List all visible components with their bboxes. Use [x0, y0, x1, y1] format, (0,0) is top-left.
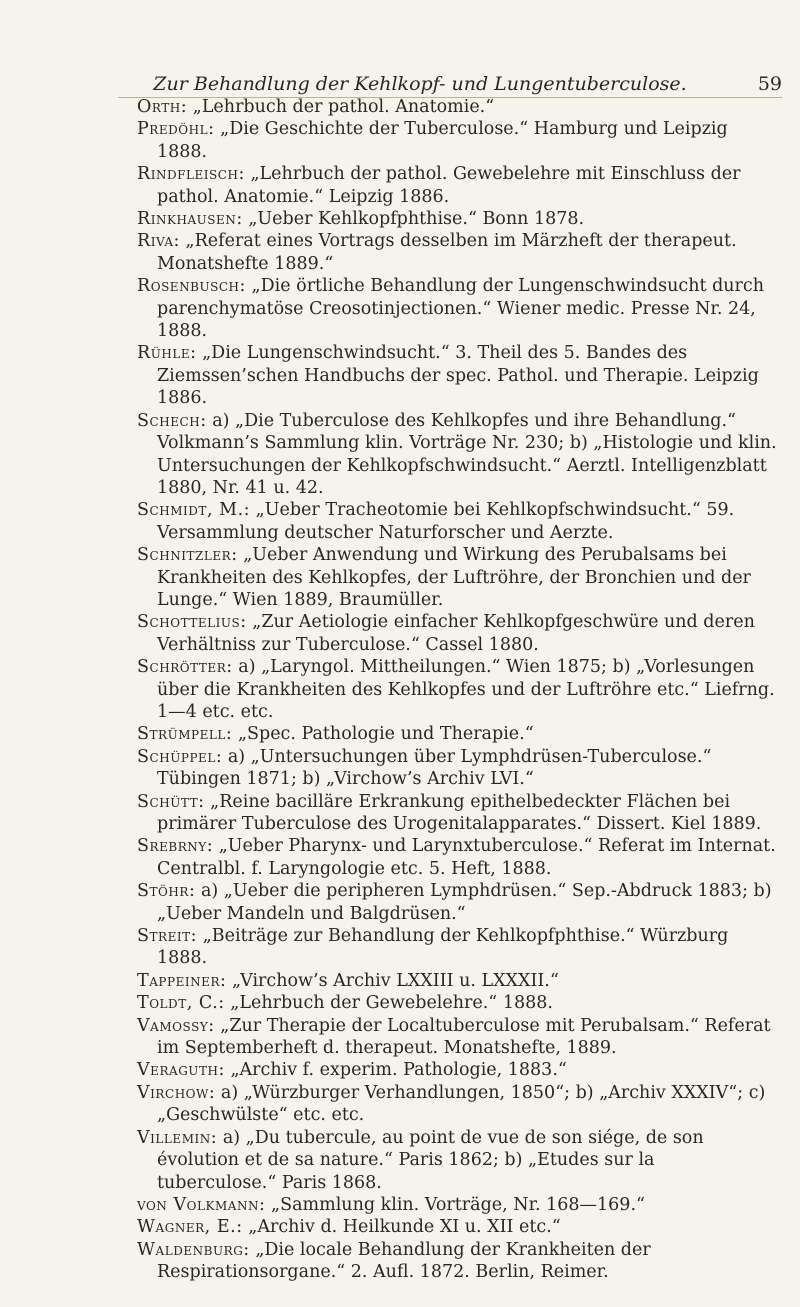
entry-author: Schottelius: [137, 612, 247, 633]
page-header [118, 73, 782, 98]
entry-text: „Zur Aetiologie einfacher Kehlkopfgeschwüre und deren Verhältniss zur Tuberculose.“ Cassel 1880. [157, 612, 755, 655]
entry-text: „Referat eines Vortrags desselben im Märzheft der therapeut. Monatshefte 1889.“ [157, 231, 737, 274]
bibliography-entry [137, 96, 778, 118]
entry-author: Orth: [137, 97, 188, 117]
entry-text: a) „Untersuchungen über Lymphdrüsen-Tuberculose.“ Tübingen 1871; b) „Virchow’s Archiv LVI.“ [157, 746, 712, 790]
entry-author: Streit: [137, 926, 198, 947]
entry-text: „Archiv d. Heilkunde XI u. XII etc.“ [248, 1217, 561, 1238]
entry-text: „Beiträge zur Behandlung der Kehlkopfphthise.“ Würzburg 1888. [157, 926, 729, 969]
entry-text: a) „Ueber die peripheren Lymphdrüsen.“ Sep.-Abdruck 1883; b) „Ueber Mandeln und Balgdrüsen.“ [157, 881, 772, 924]
bibliography-entry [137, 118, 778, 163]
entry-text: „Zur Therapie der Localtuberculose mit Perubalsam.“ Referat im Septemberheft d. therapeut. Monatshefte, 1889. [157, 1015, 771, 1059]
bibliography-entry [137, 544, 778, 611]
entry-text: „Reine bacilläre Erkrankung epithelbedeckter Flächen bei primärer Tuberculose des Urogenitalapparates.“ Dissert. Kiel 1889. [157, 791, 762, 834]
entry-author: Rühle: [137, 343, 197, 364]
bibliography-entry [137, 1216, 778, 1238]
entry-author: Tappeiner: [137, 970, 227, 991]
entry-author: Toldt, C.: [137, 993, 225, 1014]
entry-text: a) „Würzburger Verhandlungen, 1850“; b) „Archiv XXXIV“; c) „Geschwülste“ etc. etc. [157, 1082, 766, 1126]
entry-author: Riva: [137, 231, 180, 252]
page-number: 59 [757, 73, 782, 95]
entry-author: Strümpell: [137, 724, 233, 745]
entry-text: „Spec. Pathologie und Therapie.“ [237, 724, 534, 745]
entry-author: Stöhr: [137, 881, 196, 902]
entry-author: Schrötter: [137, 657, 233, 678]
entry-text: „Ueber Pharynx- und Larynxtuberculose.“ Referat im Internat. Centralbl. f. Laryngologie etc. 5. Heft, 1888. [157, 836, 776, 879]
entry-author: Predöhl: [137, 119, 215, 140]
bibliography-entry [137, 746, 778, 791]
bibliography-entry [137, 1015, 778, 1060]
entry-text: „Ueber Tracheotomie bei Kehlkopfschwindsucht.“ 59. Versammlung deutscher Naturforscher und Aerzte. [157, 500, 735, 543]
bibliography-entry [137, 880, 778, 925]
bibliography-entry [137, 1059, 778, 1081]
entry-author: Schmidt, M.: [137, 500, 251, 521]
bibliography-entry [137, 342, 778, 409]
entry-author: Schech: [137, 410, 207, 431]
running-title: Zur Behandlung der Kehlkopf- und Lungentuberculose. [153, 73, 687, 95]
entry-text: „Die örtliche Behandlung der Lungenschwindsucht durch parenchymatöse Creosotinjectionen.“ Wiener medic. Presse Nr. 24, 1888. [157, 276, 764, 342]
bibliography-entry [137, 925, 778, 970]
bibliography-entry [137, 835, 778, 880]
entry-author: von Volkmann: [137, 1194, 266, 1215]
entry-text: „Archiv f. experim. Pathologie, 1883.“ [230, 1060, 567, 1081]
entry-author: Srebrny: [137, 836, 214, 857]
bibliography-entry [137, 1127, 778, 1194]
bibliography-list [137, 96, 778, 1284]
entry-text: „Die Geschichte der Tuberculose.“ Hamburg und Leipzig 1888. [157, 119, 728, 162]
entry-author: Schüppel: [137, 746, 223, 767]
entry-text: „Ueber Anwendung und Wirkung des Perubalsams bei Krankheiten des Kehlkopfes, der Luftröhre, der Bronchien und der Lunge.“ Wien 1889, Braumüller. [157, 545, 751, 610]
bibliography-entry [137, 1082, 778, 1127]
bibliography-entry [137, 499, 778, 544]
entry-text: „Die locale Behandlung der Krankheiten der Respirationsorgane.“ 2. Aufl. 1872. Berlin, Reimer. [157, 1239, 651, 1283]
bibliography-entry [137, 970, 778, 992]
entry-author: Schnitzler: [137, 545, 238, 566]
bibliography-entry [137, 275, 778, 342]
bibliography-entry [137, 723, 778, 745]
entry-text: „Lehrbuch der Gewebelehre.“ 1888. [230, 993, 553, 1014]
bibliography-entry [137, 163, 778, 208]
bibliography-entry [137, 1194, 778, 1216]
entry-author: Vamossy: [137, 1015, 215, 1036]
entry-author: Rosenbusch: [137, 276, 246, 297]
bibliography-entry [137, 208, 778, 230]
entry-author: Rinkhausen: [137, 209, 243, 230]
entry-author: Villemin: [137, 1127, 218, 1148]
bibliography-entry [137, 230, 778, 275]
entry-author: Veraguth: [137, 1060, 225, 1081]
entry-text: „Die Lungenschwindsucht.“ 3. Theil des 5. Bandes des Ziemssen’schen Handbuchs der spec. Pathol. und Therapie. Leipzig 1886. [157, 343, 759, 409]
entry-text: „Lehrbuch der pathol. Anatomie.“ [192, 97, 495, 117]
bibliography-entry [137, 1239, 778, 1284]
entry-text: „Lehrbuch der pathol. Gewebelehre mit Einschluss der pathol. Anatomie.“ Leipzig 1886. [157, 164, 741, 207]
entry-author: Schütt: [137, 791, 205, 812]
entry-text: „Sammlung klin. Vorträge, Nr. 168—169.“ [271, 1194, 645, 1215]
bibliography-entry [137, 992, 778, 1014]
entry-text: „Virchow’s Archiv LXXIII u. LXXXII.“ [232, 970, 559, 991]
entry-author: Virchow: [137, 1082, 216, 1103]
bibliography-entry [137, 791, 778, 836]
entry-text: a) „Laryngol. Mittheilungen.“ Wien 1875; b) „Vorlesungen über die Krankheiten des Kehlkopfes und der Luftröhre etc.“ Liefrng. 1—4 etc. etc. [157, 657, 775, 722]
entry-author: Waldenburg: [137, 1239, 250, 1260]
entry-text: a) „Die Tuberculose des Kehlkopfes und ihre Behandlung.“ Volkmann’s Sammlung klin. Vorträge Nr. 230; b) „Histologie und klin. Untersuchungen der Kehlkopfschwindsucht.“ Aerztl. Intelligenzblatt 1880, Nr. 41 u. 42. [157, 410, 777, 498]
entry-text: „Ueber Kehlkopfphthise.“ Bonn 1878. [248, 209, 585, 230]
entry-text: a) „Du tubercule, au point de vue de son siége, de son évolution et de sa nature.“ Paris 1862; b) „Etudes sur la tuberculose.“ Paris 1868. [157, 1127, 704, 1193]
bibliography-entry [137, 410, 778, 500]
bibliography-entry [137, 611, 778, 656]
entry-author: Rindfleisch: [137, 164, 245, 185]
entry-author: Wagner, E.: [137, 1217, 243, 1238]
bibliography-entry [137, 656, 778, 723]
